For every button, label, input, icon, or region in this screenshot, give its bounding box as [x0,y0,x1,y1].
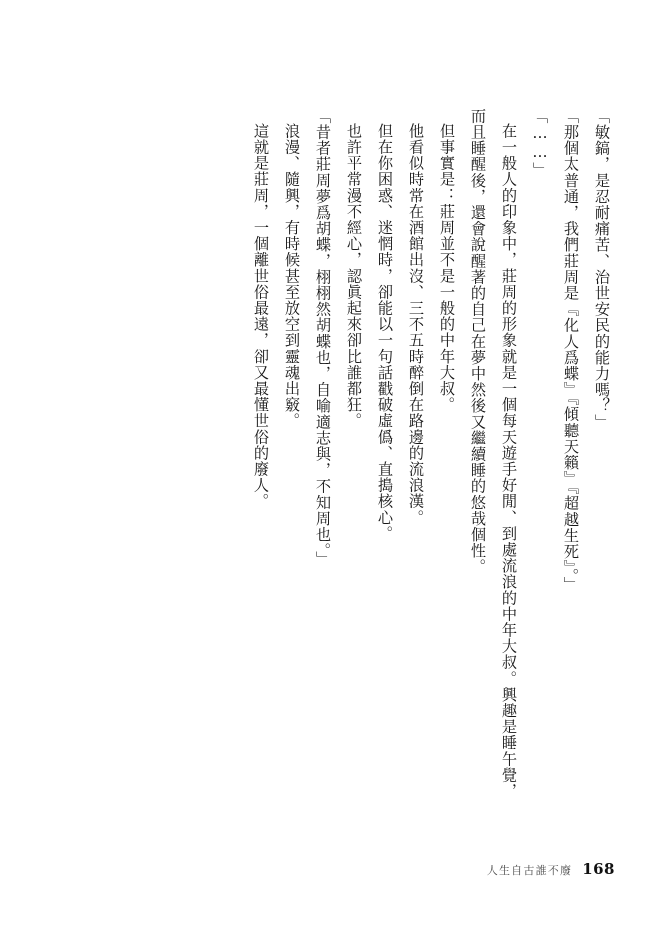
paragraph-2: 「那個太普通，我們莊周是『化人爲蝶』『傾聽天籟』『超越生死』。」 [562,108,580,593]
paragraph-11: 這就是莊周，一個離世俗最遠，卻又最懂世俗的廢人。 [252,123,270,510]
paragraph-8: 也許平常漫不經心，認眞起來卻比誰都狂。 [345,123,363,430]
paragraph-1: 「敏鎬，是忍耐痛苦、治世安民的能力嗎？」 [593,108,611,430]
paragraph-9: 「昔者莊周夢爲胡蝶，栩栩然胡蝶也，自喻適志與，不知周也。」 [314,108,332,568]
paragraph-6: 他看似時常在酒館出沒、三不五時醉倒在路邊的流浪漢。 [407,123,425,526]
paragraph-10: 浪漫、隨興，有時候甚至放空到靈魂出竅。 [283,123,301,430]
paragraph-5: 但事實是：莊周並不是一般的中年大叔。 [438,123,456,413]
page-body-text [97,108,617,808]
footer-page-number: 168 [582,860,615,878]
paragraph-4: 在一般人的印象中，莊周的形象就是一個每天遊手好閒、到處流浪的中年大叔。興趣是睡午覺，而且睡醒後，還會說醒著的自己在夢中然後又繼續睡的悠哉個性。 [469,108,518,800]
page-footer [487,860,615,878]
paragraph-7: 但在你困惑、迷惘時，卻能以一句話戳破虛僞、直搗核心。 [376,123,394,542]
paragraph-3: 「……」 [531,108,549,178]
footer-chapter-title: 人生自古誰不廢 [486,864,573,877]
